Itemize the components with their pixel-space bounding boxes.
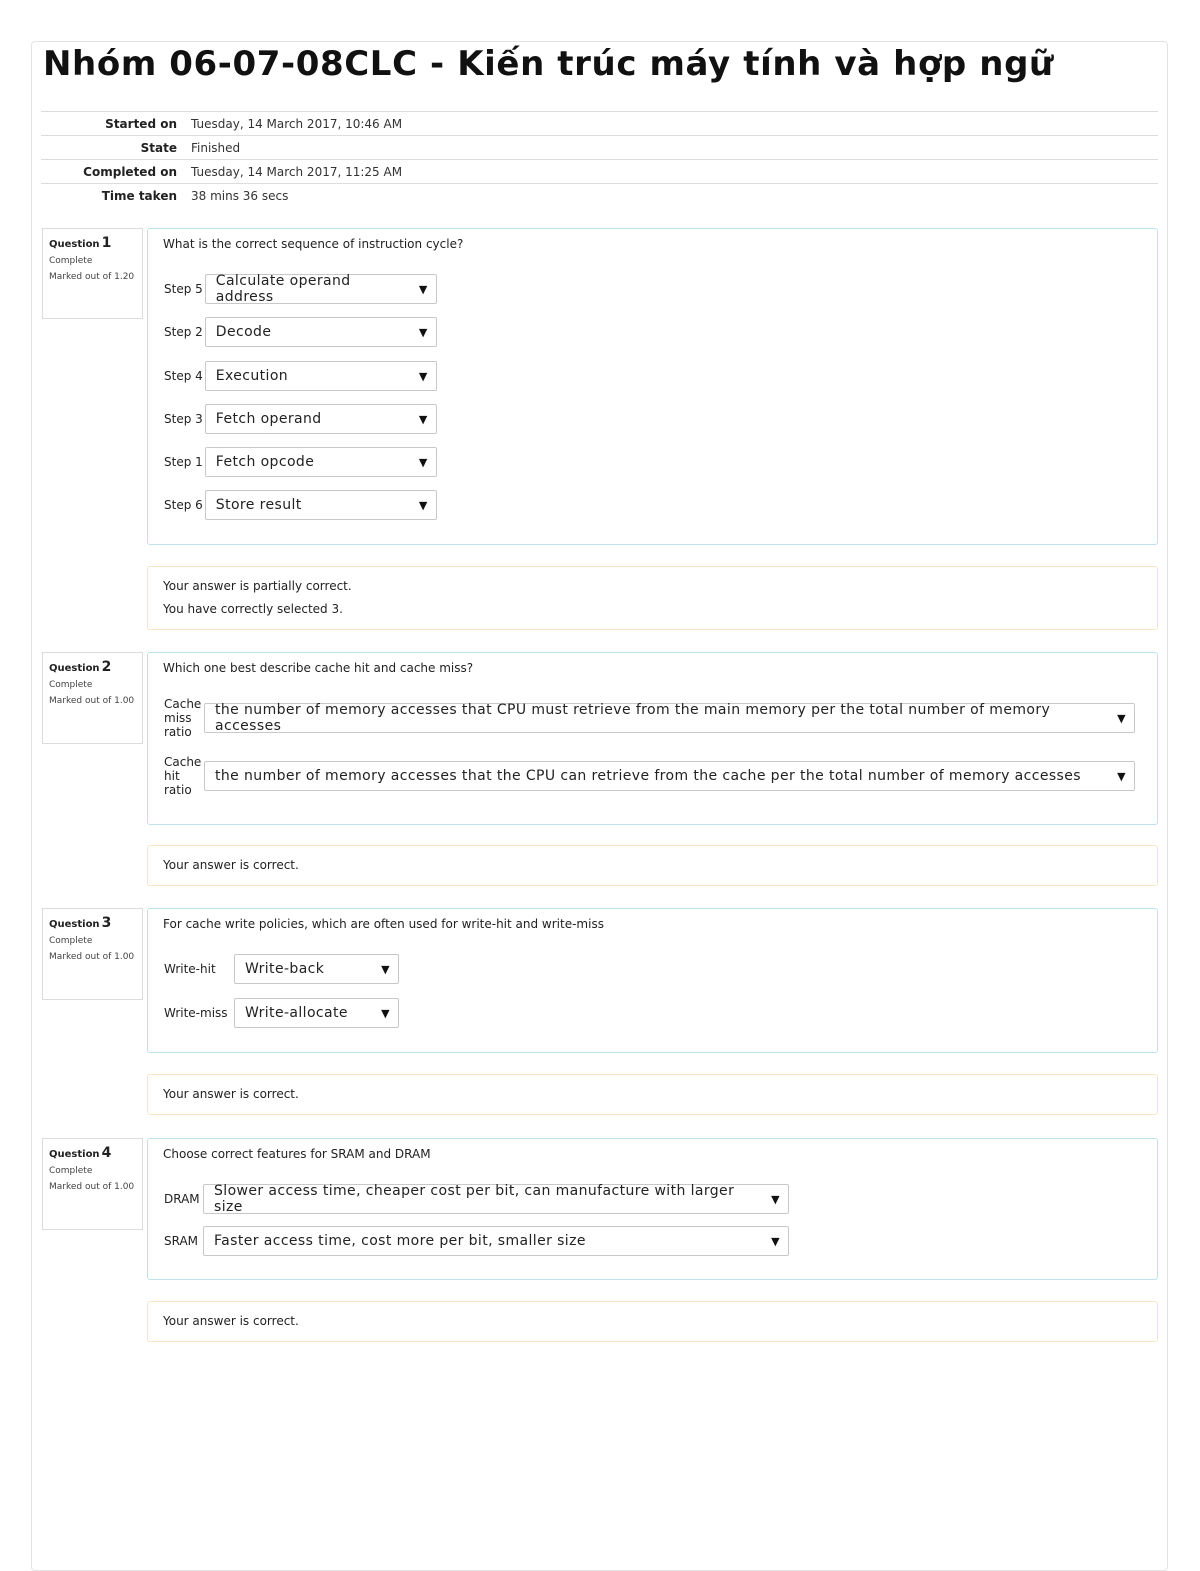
question-state: Complete (49, 1166, 93, 1176)
answer-row (164, 755, 1135, 797)
answer-select[interactable] (205, 317, 437, 347)
selected-value: the number of memory accesses that the CPU can retrieve from the cache per the total number of memory accesses (215, 768, 1081, 784)
answer-select[interactable] (234, 954, 399, 984)
question-text: Which one best describe cache hit and cache miss? (163, 661, 474, 675)
answer-select[interactable] (205, 404, 437, 434)
answer-select[interactable] (234, 998, 399, 1028)
answer-row (164, 490, 437, 520)
summary-value: Tuesday, 14 March 2017, 10:46 AM (191, 116, 403, 131)
question-info (42, 228, 143, 319)
selected-value: Fetch opcode (215, 454, 315, 470)
question-content (147, 228, 1158, 545)
feedback-text: Your answer is correct. (163, 1314, 299, 1328)
selected-value: Calculate operand address (215, 273, 351, 305)
chevron-down-icon: ▼ (418, 412, 428, 426)
summary-label: Started on (105, 116, 177, 131)
feedback-box (147, 566, 1158, 630)
answer-label: Write-hit (164, 962, 216, 976)
summary-value: Tuesday, 14 March 2017, 11:25 AM (191, 164, 403, 179)
selected-value: Store result (215, 497, 302, 513)
answer-select[interactable] (205, 447, 437, 477)
answer-label-line: Cache (164, 697, 202, 711)
selected-value: Execution (215, 368, 289, 384)
question-info (42, 652, 143, 744)
question-info (42, 908, 143, 1000)
answer-row (164, 447, 437, 477)
selected-value: Faster access time, cost more per bit, smaller size (214, 1233, 586, 1249)
chevron-down-icon: ▼ (381, 1006, 390, 1020)
feedback-box (147, 845, 1158, 886)
chevron-down-icon: ▼ (1117, 711, 1126, 725)
question-label: Question (49, 663, 100, 674)
summary-row-time-taken (41, 183, 1158, 207)
answer-label: Step 4 (164, 369, 203, 383)
answer-select[interactable] (205, 490, 437, 520)
question-number-value: 4 (101, 1145, 112, 1161)
question-content (147, 908, 1158, 1053)
chevron-down-icon: ▼ (1117, 769, 1126, 783)
question-number (49, 1145, 136, 1161)
answer-select[interactable] (204, 703, 1135, 733)
answer-label-line: Cache (164, 755, 202, 769)
attempt-summary (41, 111, 1158, 207)
answer-label-line: ratio (164, 725, 192, 739)
feedback-text: You have correctly selected 3. (163, 602, 343, 616)
answer-select[interactable] (205, 274, 437, 304)
question-text: What is the correct sequence of instruction cycle? (163, 237, 464, 251)
question-number-value: 3 (101, 915, 112, 931)
question-info (42, 1138, 143, 1230)
answer-select[interactable] (205, 361, 437, 391)
answer-row (164, 361, 437, 391)
answer-row (164, 954, 399, 984)
answer-label-line: hit (164, 769, 180, 783)
question-label: Question (49, 1149, 100, 1160)
summary-value: 38 mins 36 secs (191, 188, 289, 203)
question-number-value: 2 (101, 659, 112, 675)
chevron-down-icon: ▼ (771, 1234, 780, 1248)
answer-select[interactable] (203, 1226, 789, 1256)
question-number (49, 915, 136, 931)
question-grade: Marked out of 1.20 (49, 272, 135, 282)
summary-row-completed (41, 159, 1158, 183)
chevron-down-icon: ▼ (418, 282, 428, 296)
question-label: Question (49, 919, 100, 930)
question-number (49, 235, 136, 251)
question-number (49, 659, 136, 675)
answer-label: Step 2 (164, 325, 203, 339)
answer-row (164, 274, 437, 304)
answer-label: DRAM (164, 1192, 200, 1206)
answer-label: Step 5 (164, 282, 203, 296)
summary-row-started (41, 111, 1158, 135)
chevron-down-icon: ▼ (418, 325, 428, 339)
summary-label: Completed on (83, 164, 177, 179)
selected-value: the number of memory accesses that CPU must retrieve from the main memory per the total number of memory accesses (215, 702, 1051, 734)
selected-value: Slower access time, cheaper cost per bit, can manufacture with larger size (214, 1183, 735, 1215)
answer-row (164, 404, 437, 434)
answer-label: Step 1 (164, 455, 203, 469)
selected-value: Write-allocate (245, 1005, 348, 1021)
question-state: Complete (49, 680, 93, 690)
selected-value: Fetch operand (215, 411, 322, 427)
chevron-down-icon: ▼ (381, 962, 390, 976)
answer-label (164, 697, 202, 739)
answer-label: Write-miss (164, 1006, 228, 1020)
selected-value: Decode (215, 324, 272, 340)
feedback-text: Your answer is correct. (163, 1087, 299, 1101)
answer-label: Step 6 (164, 498, 203, 512)
answer-row (164, 1184, 789, 1214)
feedback-box (147, 1074, 1158, 1115)
question-state: Complete (49, 936, 93, 946)
summary-value: Finished (191, 140, 241, 155)
question-grade: Marked out of 1.00 (49, 1182, 135, 1192)
question-label: Question (49, 239, 100, 250)
question-number-value: 1 (101, 235, 112, 251)
answer-label-line: miss (164, 711, 192, 725)
answer-select[interactable] (204, 761, 1135, 791)
chevron-down-icon: ▼ (418, 369, 428, 383)
answer-label-line: ratio (164, 783, 192, 797)
question-content (147, 1138, 1158, 1280)
question-grade: Marked out of 1.00 (49, 952, 135, 962)
chevron-down-icon: ▼ (418, 498, 428, 512)
page-title: Nhóm 06-07-08CLC - Kiến trúc máy tính và hợp ngữ (43, 44, 1054, 84)
answer-row (164, 1226, 789, 1256)
summary-label: Time taken (101, 188, 177, 203)
summary-label: State (140, 140, 177, 155)
answer-row (164, 998, 399, 1028)
feedback-text: Your answer is correct. (163, 858, 299, 872)
feedback-box (147, 1301, 1158, 1342)
answer-select[interactable] (203, 1184, 789, 1214)
answer-label: Step 3 (164, 412, 203, 426)
chevron-down-icon: ▼ (418, 455, 428, 469)
chevron-down-icon: ▼ (771, 1192, 780, 1206)
answer-row (164, 697, 1135, 739)
question-text: Choose correct features for SRAM and DRAM (163, 1147, 431, 1161)
feedback-text: Your answer is partially correct. (163, 579, 352, 593)
answer-row (164, 317, 437, 347)
answer-label: SRAM (164, 1234, 199, 1248)
question-text: For cache write policies, which are often used for write-hit and write-miss (163, 917, 604, 931)
question-state: Complete (49, 256, 93, 266)
selected-value: Write-back (245, 961, 325, 977)
summary-row-state (41, 135, 1158, 159)
question-content (147, 652, 1158, 825)
answer-label (164, 755, 202, 797)
question-grade: Marked out of 1.00 (49, 696, 135, 706)
